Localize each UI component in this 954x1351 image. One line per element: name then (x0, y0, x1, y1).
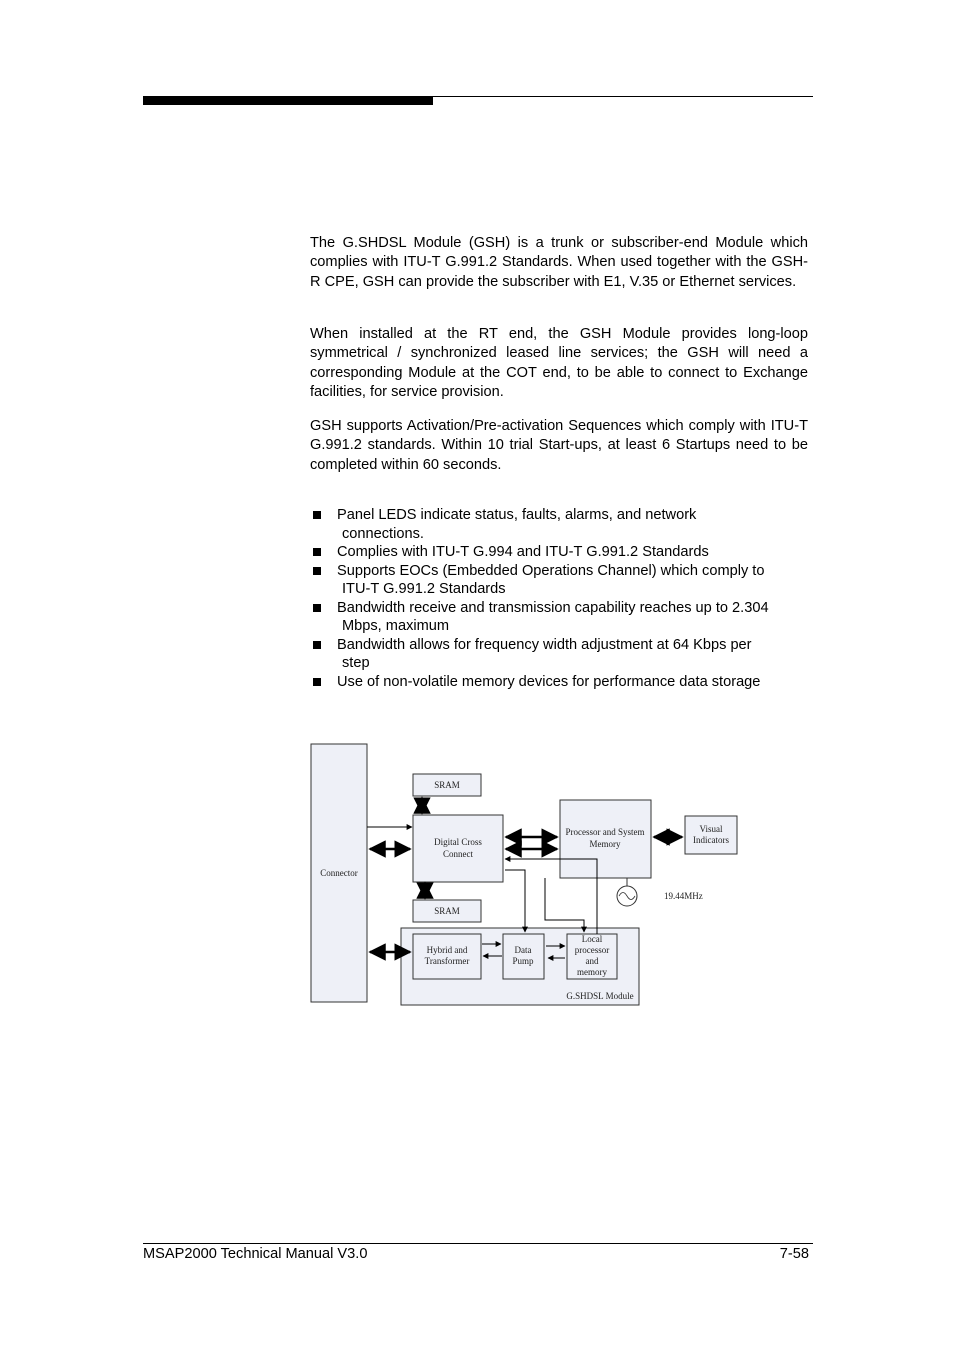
paragraph-activation: GSH supports Activation/Pre-activation Sequences which comply with ITU-T G.991.2 standards. Within 10 trial Start-ups, at least 6 Startups need to be completed within 60 seconds. (310, 418, 808, 473)
bullet-square-icon (313, 567, 321, 575)
feature-list (310, 506, 814, 691)
connector-label: Connector (320, 868, 358, 878)
list-item: Complies with ITU-T G.994 and ITU-T G.991.2 Standards (310, 543, 814, 562)
visual-label-2: Indicators (693, 835, 729, 845)
list-item: Supports EOCs (Embedded Operations Channel) which comply to ITU-T G.991.2 Standards (310, 562, 814, 599)
pump-label-1: Data (514, 945, 532, 955)
processor-label-1: Processor and System (565, 827, 645, 837)
bullet-square-icon (313, 548, 321, 556)
list-item: Panel LEDS indicate status, faults, alarms, and network connections. (310, 506, 814, 543)
pump-label-2: Pump (512, 956, 534, 966)
footer-manual-title: MSAP2000 Technical Manual V3.0 (143, 1246, 368, 1262)
visual-label-1: Visual (699, 824, 723, 834)
module-label: G.SHDSL Module (566, 991, 634, 1001)
list-item: Use of non-volatile memory devices for performance data storage (310, 673, 814, 692)
sram-bottom-label: SRAM (434, 906, 460, 916)
list-item: Bandwidth allows for frequency width adjustment at 64 Kbps per step (310, 636, 814, 673)
local-label-3: and (585, 956, 599, 966)
paragraph-rt-end: When installed at the RT end, the GSH Module provides long-loop symmetrical / synchronized leased line services; the GSH will need a corresponding Module at the COT end, to be able to connect to Exchange facilities, for service provision. (310, 326, 808, 401)
sram-top-label: SRAM (434, 780, 460, 790)
local-label-2: processor (574, 945, 610, 955)
processor-label-2: Memory (589, 839, 621, 849)
local-label-4: memory (577, 967, 607, 977)
dcc-label-1: Digital Cross (434, 837, 482, 847)
clock-label: 19.44MHz (664, 891, 703, 901)
footer-rule (143, 1243, 813, 1244)
local-label-1: Local (581, 934, 603, 944)
bullet-square-icon (313, 604, 321, 612)
gsh-block-diagram (300, 735, 760, 1020)
paragraph-intro: The G.SHDSL Module (GSH) is a trunk or subscriber-end Module which complies with ITU-T G.991.2 Standards. When used together with the GSH-R CPE, GSH can provide the subscriber with E1, V.35 or Ethernet services. (310, 235, 808, 290)
hybrid-label-1: Hybrid and (426, 945, 468, 955)
dcc-label-2: Connect (443, 849, 473, 859)
header-bar (143, 96, 433, 105)
footer-page-number: 7-58 (779, 1246, 809, 1262)
hybrid-label-2: Transformer (424, 956, 470, 966)
bullet-square-icon (313, 678, 321, 686)
bullet-square-icon (313, 641, 321, 649)
bullet-square-icon (313, 511, 321, 519)
list-item: Bandwidth receive and transmission capability reaches up to 2.304 Mbps, maximum (310, 599, 814, 636)
